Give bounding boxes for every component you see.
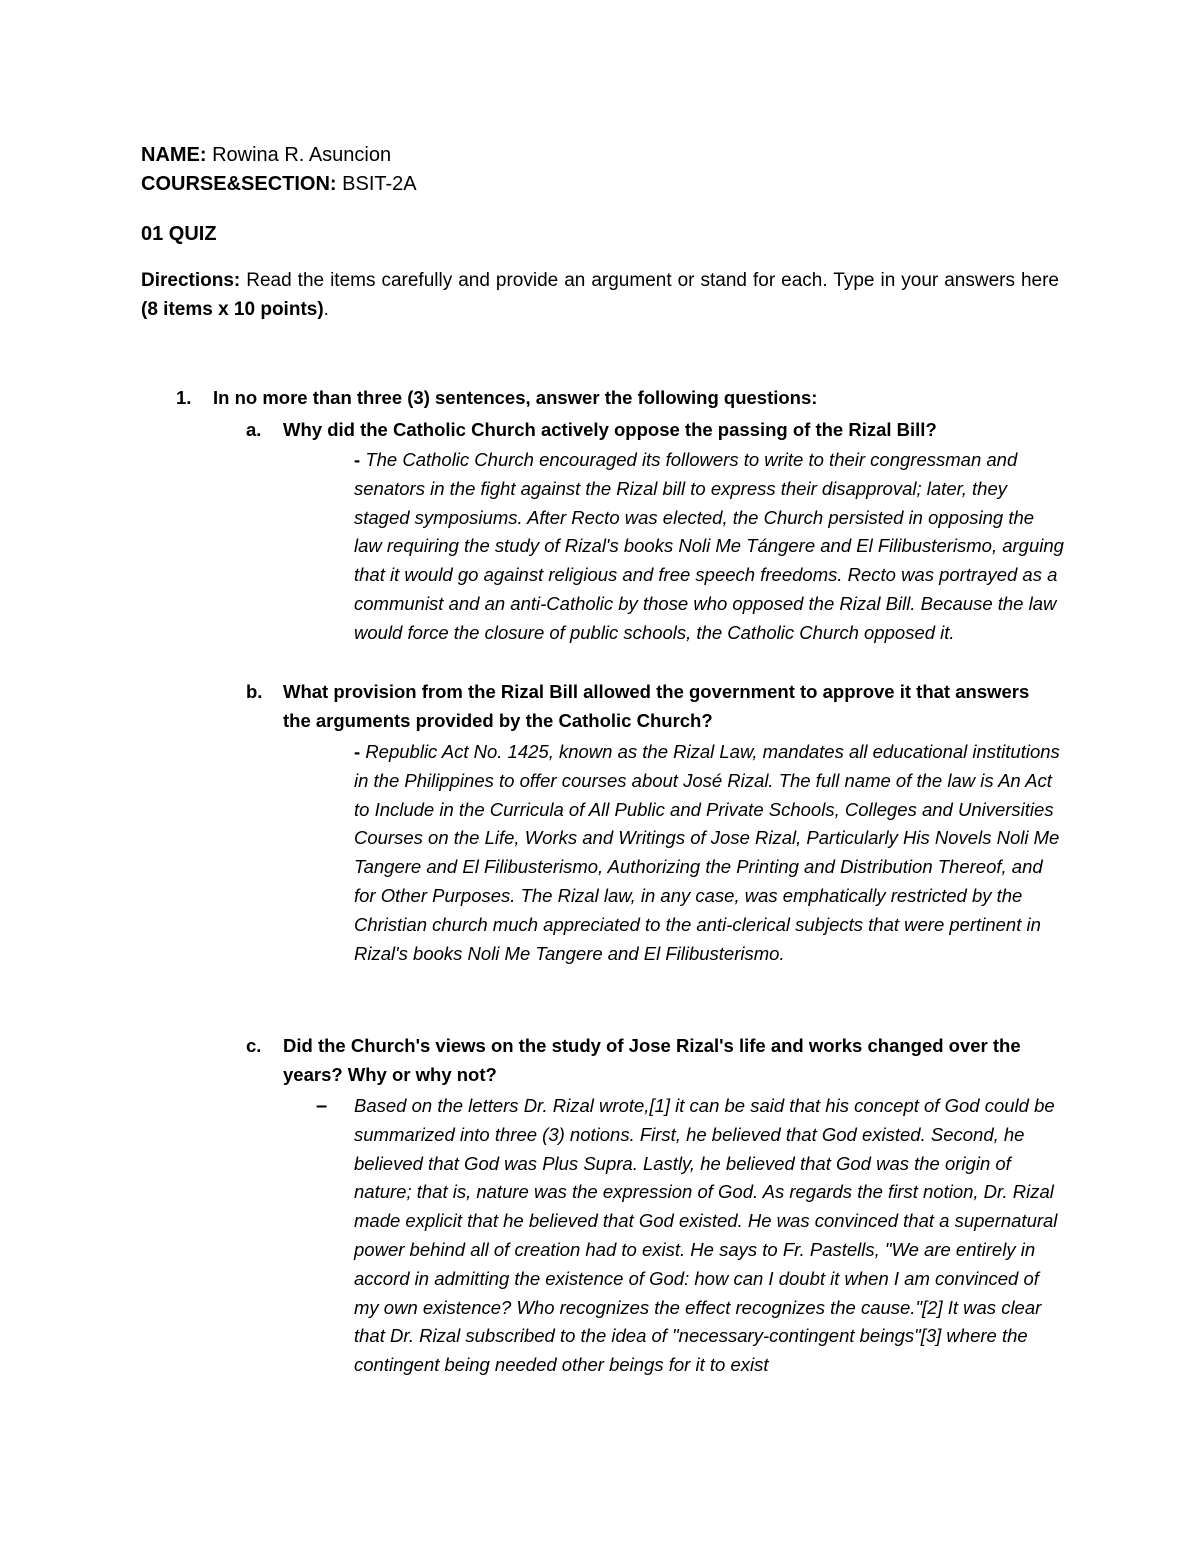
sub-question-b-text: What provision from the Rizal Bill allowed the government to approve it that answers the arguments provided by the Catholic Church? [283, 681, 1030, 731]
name-label: NAME: [141, 144, 207, 166]
directions-points: (8 items x 10 points) [141, 299, 324, 320]
answer-a [354, 446, 1066, 648]
answer-b-text: Republic Act No. 1425, known as the Rizal Law, mandates all educational institutions in the Philippines to offer courses about José Rizal. The full name of the law is An Act to Include in the Curricula of All Public and Private Schools, Colleges and Universities Courses on the Life, Works and Writings of Jose Rizal, Particularly His Novels Noli Me Tangere and El Filibusterismo, Authorizing the Printing and Distribution Thereof, and for Other Purposes. The Rizal law, in any case, was emphatically restricted by the Christian church much appreciated to the anti-clerical subjects that were pertinent in Rizal's books Noli Me Tangere and El Filibusterismo. [354, 741, 1060, 964]
sub-question-b [246, 677, 1036, 735]
sub-question-a-letter: a. [246, 419, 262, 440]
sub-question-a [246, 415, 1036, 444]
sub-question-c-letter: c. [246, 1035, 262, 1056]
question-1-text: In no more than three (3) sentences, answer the following questions: [213, 387, 818, 408]
course-line [141, 170, 1061, 199]
answer-a-dash: - [354, 449, 366, 470]
sub-question-c [246, 1031, 1036, 1089]
course-value: BSIT-2A [336, 173, 417, 195]
directions-text: Read the items carefully and provide an argument or stand for each. Type in your answers here [240, 270, 1059, 291]
quiz-title: 01 QUIZ [141, 223, 217, 245]
course-label: COURSE&SECTION: [141, 173, 337, 195]
header-block [141, 141, 1061, 199]
answer-c-text: Based on the letters Dr. Rizal wrote,[1] it can be said that his concept of God could be summarized into three (3) notions. First, he believed that God existed. Second, he believed that God was Plus Supra. Lastly, he believed that God was the origin of nature; that is, nature was the expression of God. As regards the first notion, Dr. Rizal made explicit that he believed that God existed. He was convinced that a supernatural power behind all of creation had to exist. He says to Fr. Pastells, "We are entirely in accord in admitting the existence of God: how can I doubt it when I am convinced of my own existence? Who recognizes the effect recognizes the cause."[2] It was clear that Dr. Rizal subscribed to the idea of "necessary-contingent beings"[3] where the contingent being needed other beings for it to exist [354, 1095, 1058, 1376]
directions-label: Directions: [141, 270, 241, 291]
answer-b [354, 738, 1066, 968]
directions [141, 266, 1059, 324]
answer-c-dash: – [316, 1095, 328, 1117]
name-value: Rowina R. Asuncion [206, 144, 392, 166]
answer-a-text: The Catholic Church encouraged its followers to write to their congressman and senators in the fight against the Rizal bill to express their disapproval; later, they staged symposiums. After Recto was elected, the Church persisted in opposing the law requiring the study of Rizal's books Noli Me Tángere and El Filibusterismo, arguing that it would go against religious and free speech freedoms. Recto was portrayed as a communist and an anti-Catholic by those who opposed the Rizal Bill. Because the law would force the closure of public schools, the Catholic Church opposed it. [354, 449, 1064, 643]
sub-question-b-letter: b. [246, 681, 263, 702]
sub-question-a-text: Why did the Catholic Church actively oppose the passing of the Rizal Bill? [283, 419, 937, 440]
answer-c [354, 1092, 1066, 1380]
directions-end: . [323, 299, 329, 320]
question-1 [176, 383, 1076, 412]
name-line [141, 141, 1061, 170]
answer-b-dash: - [354, 741, 366, 762]
question-1-number: 1. [176, 387, 192, 408]
sub-question-c-text: Did the Church's views on the study of Jose Rizal's life and works changed over the years? Why or why not? [283, 1035, 1021, 1085]
